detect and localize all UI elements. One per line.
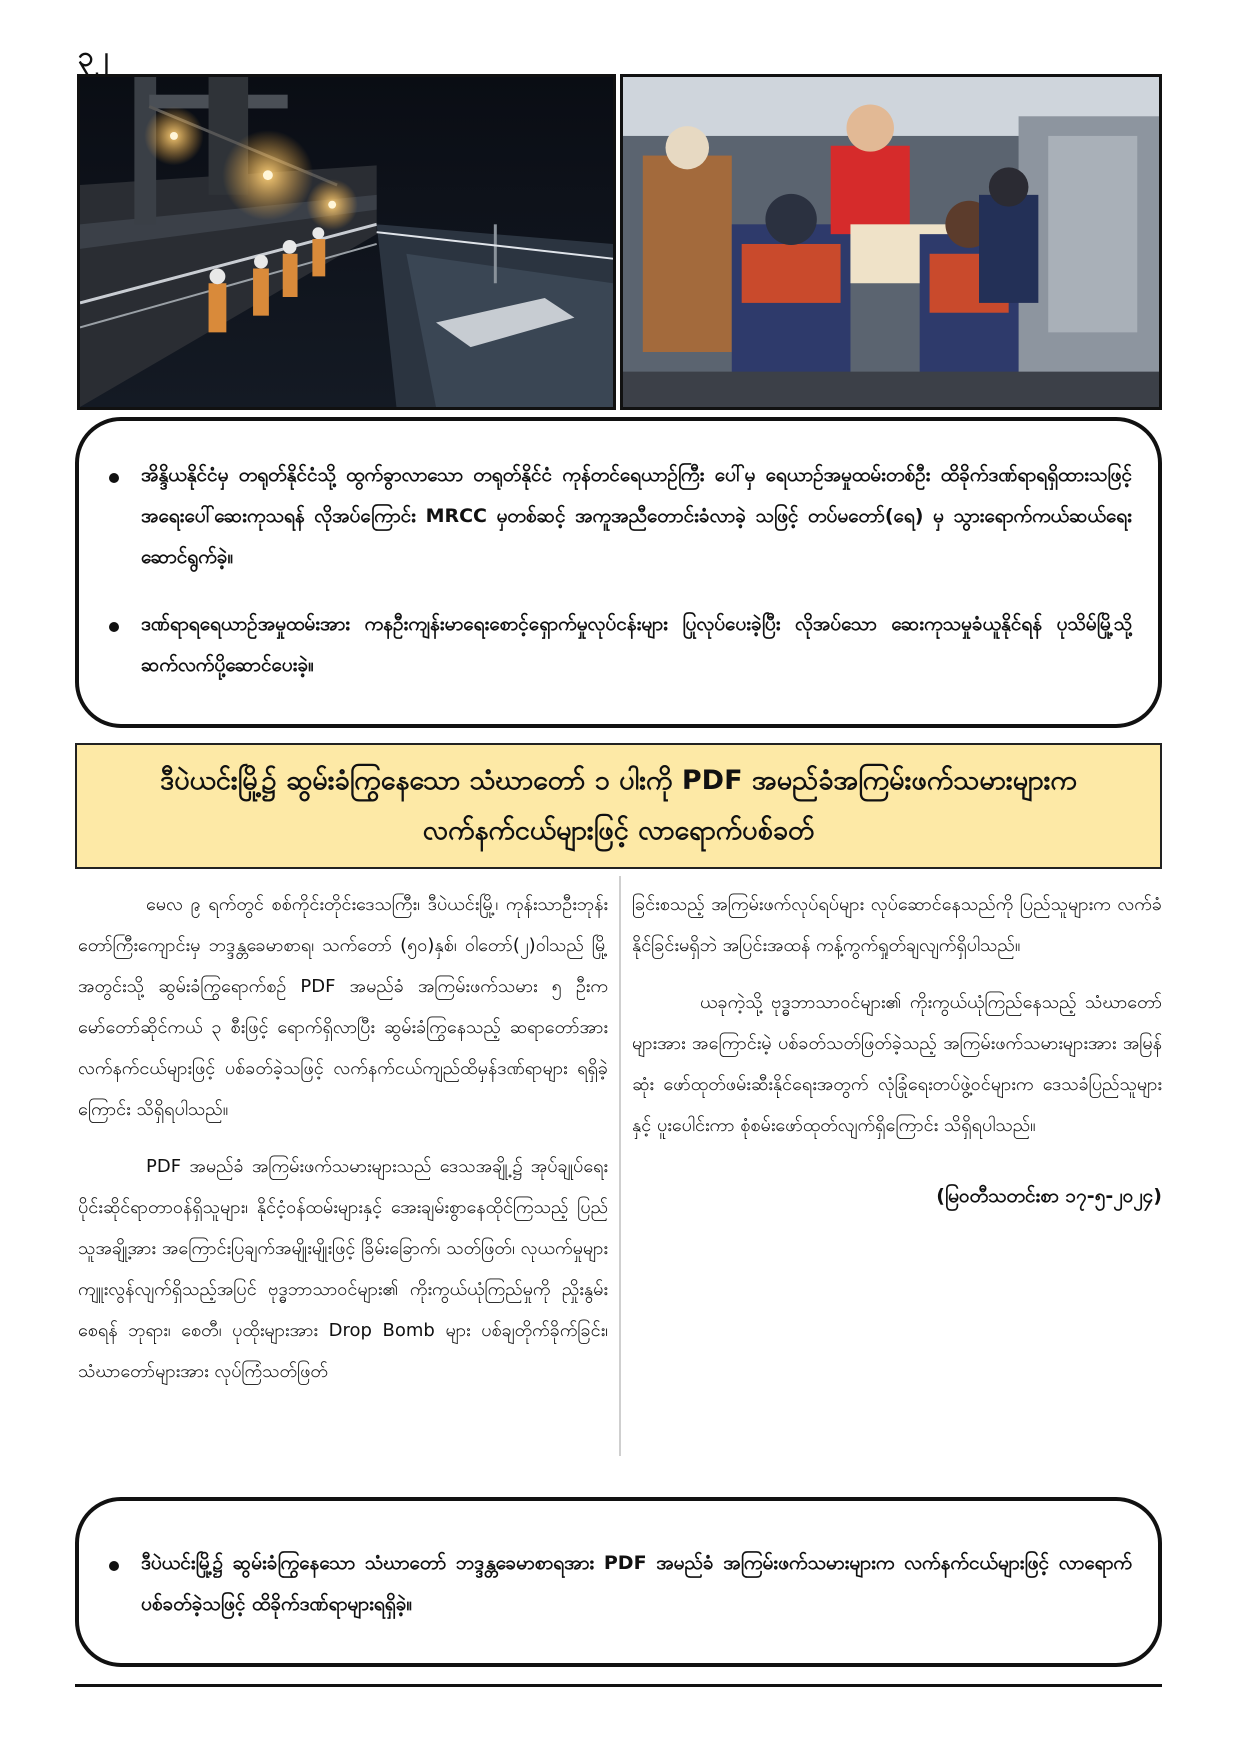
headline-band <box>75 743 1162 869</box>
article-paragraph: PDF အမည်ခံ အကြမ်းဖက်သမားများသည် ဒေသအချို့၌ အုပ်ချုပ်ရေးပိုင်းဆိုင်ရာတာဝန်ရှိသူများ၊ နိုင်ငံ့ဝန်ထမ်းများနှင့် အေးချမ်းစွာနေထိုင်ကြသည့် ပြည်သူအချို့အား အကြောင်းပြချက်အမျိုးမျိုးဖြင့် ခြိမ်းခြောက်၊ သတ်ဖြတ်၊ လုယက်မှုများ ကျူးလွန်လျက်ရှိသည့်အပြင် ဗုဒ္ဓဘာသာဝင်များ၏ ကိုးကွယ်ယုံကြည်မှုကို ညှိုးနွမ်းစေရန် ဘုရား၊ စေတီ၊ ပုထိုးများအား Drop Bomb များ ပစ်ချတိုက်ခိုက်ခြင်း၊ သံဃာတော်များအား လုပ်ကြံသတ်ဖြတ် <box>78 1156 608 1382</box>
ship-night-transfer-photo <box>77 74 616 410</box>
summary-bullet-text: ဒဏ်ရာရရေယာဉ်အမှုထမ်းအား ကနဦးကျန်းမာရေးစောင့်ရှောက်မှုလုပ်ငန်းများ ပြုလုပ်ပေးခဲ့ပြီး လိုအပ်သော ဆေးကုသမှုခံယူနိုင်ရန် ပုသိမ်မြို့သို့ ဆက်လက်ပို့ဆောင်ပေးခဲ့။ <box>141 613 1132 676</box>
bottom-rule <box>75 1684 1162 1687</box>
bullet-icon <box>109 1561 119 1571</box>
headline: ဒီပဲယင်းမြို့၌ ဆွမ်းခံကြွနေသော သံဃာတော် ၁ ပါးကို PDF အမည်ခံအကြမ်းဖက်သမားများက လက်နက်ငယ်များဖြင့် လာရောက်ပစ်ခတ် <box>160 765 1077 846</box>
summary-box-top <box>75 417 1162 728</box>
article-column-left <box>78 884 608 1408</box>
bullet-icon <box>109 622 119 632</box>
article-paragraph: မေလ ၉ ရက်တွင် စစ်ကိုင်းတိုင်းဒေသကြီး၊ ဒီပဲယင်းမြို့၊ ကုန်းသာဦးဘုန်းတော်ကြီးကျောင်းမှ ဘဒ္ဒန္တခေမာစာရ၊ သက်တော် (၅၀)နှစ်၊ ဝါတော်(၂)ဝါသည် မြို့အတွင်းသို့ ဆွမ်းခံကြွရောက်စဉ် PDF အမည်ခံ အကြမ်းဖက်သမား ၅ ဦးက မော်တော်ဆိုင်ကယ် ၃ စီးဖြင့် ရောက်ရှိလာပြီး ဆွမ်းခံကြွနေသည့် ဆရာတော်အား လက်နက်ငယ်များဖြင့် ပစ်ခတ်ခဲ့သဖြင့် လက်နက်ငယ်ကျည်ထိမှန်ဒဏ်ရာများ ရရှိခဲ့ကြောင်း သိရှိရပါသည်။ <box>78 894 608 1120</box>
article-paragraph: ယခုကဲ့သို့ ဗုဒ္ဓဘာသာဝင်များ၏ ကိုးကွယ်ယုံကြည်နေသည့် သံဃာတော်များအား အကြောင်းမဲ့ ပစ်ခတ်သတ်ဖြတ်ခဲ့သည့် အကြမ်းဖက်သမားများအား အမြန်ဆုံး ဖော်ထုတ်ဖမ်းဆီးနိုင်ရေးအတွက် လုံခြုံရေးတပ်ဖွဲ့ဝင်များက ဒေသခံပြည်သူများနှင့် ပူးပေါင်းကာ စုံစမ်းဖော်ထုတ်လျက်ရှိကြောင်း သိရှိရပါသည်။ <box>632 992 1162 1136</box>
crew-rescue-photo <box>620 74 1162 410</box>
column-divider <box>619 876 621 1456</box>
article-column-right <box>632 884 1162 1217</box>
summary-bullet-text: အိန္ဒိယနိုင်ငံမှ တရုတ်နိုင်ငံသို့ ထွက်ခွာလာသော တရုတ်နိုင်ငံ ကုန်တင်ရေယာဉ်ကြီး ပေါ်မှ ရေယာဉ်အမှုထမ်းတစ်ဦး ထိခိုက်ဒဏ်ရာရရှိထားသဖြင့် အရေးပေါ်ဆေးကုသရန် လိုအပ်ကြောင်း MRCC မှတစ်ဆင့် အကူအညီတောင်းခံလာခဲ့ သဖြင့် တပ်မတော်(ရေ) မှ သွားရောက်ကယ်ဆယ်ရေးဆောင်ရွက်ခဲ့။ <box>141 464 1132 568</box>
article-source: (မြဝတီသတင်းစာ ၁၇-၅-၂၀၂၄) <box>936 1185 1162 1207</box>
summary-bullet-text: ဒီပဲယင်းမြို့၌ ဆွမ်းခံကြွနေသော သံဃာတော် ဘဒ္ဒန္တခေမာစာရအား PDF အမည်ခံ အကြမ်းဖက်သမားများက လက်နက်ငယ်များဖြင့် လာရောက်ပစ်ခတ်ခဲ့သဖြင့် ထိခိုက်ဒဏ်ရာများရရှိခဲ့။ <box>141 1552 1132 1615</box>
summary-bullet <box>109 455 1132 578</box>
article-paragraph: ခြင်းစသည့် အကြမ်းဖက်လုပ်ရပ်များ လုပ်ဆောင်နေသည်ကို ပြည်သူများက လက်ခံနိုင်ခြင်းမရှိဘဲ အပြင်းအထန် ကန့်ကွက်ရှုတ်ချလျက်ရှိပါသည်။ <box>632 894 1162 956</box>
summary-box-bottom <box>75 1497 1162 1667</box>
page-number: ၃၂ <box>78 40 110 73</box>
summary-bullet <box>109 604 1132 686</box>
bullet-icon <box>109 473 119 483</box>
summary-bullet <box>109 1543 1132 1625</box>
